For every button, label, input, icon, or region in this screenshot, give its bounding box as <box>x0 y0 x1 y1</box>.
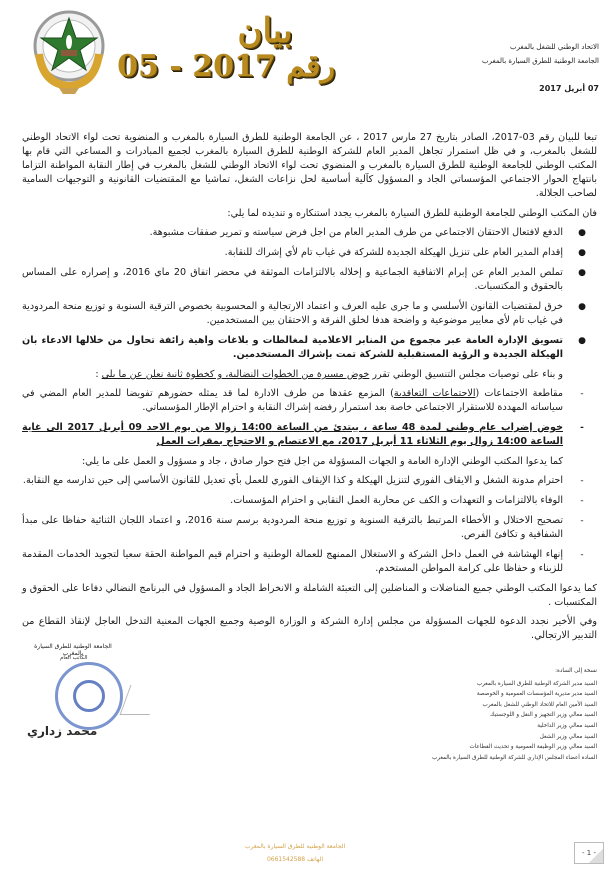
number-label: رقم <box>286 49 335 84</box>
actions-list <box>22 387 597 449</box>
number-value: 05 - 2017 <box>117 49 276 84</box>
recipient: السيد مدير الشركة الوطنية للطرق السيارة بالمغرب <box>476 680 597 687</box>
bullet-dash-icon: - <box>580 423 584 433</box>
recipient: السيد مدير مديرية المؤسسات العمومية و الخوصصة <box>476 691 597 698</box>
statement-title: بيان <box>237 11 293 51</box>
bullet-dot-icon: ● <box>578 336 586 346</box>
list-item: ● تسويق الإدارة العامة عبر مجموع من المنابر الاعلامية لمغالطات و بلاغات واهية زائفة تحاول من خلالها الادعاء بان الهيكلة الجديدة و الرؤية المستقبلية للشركة تمت بإشراك المستخدمين. <box>22 335 586 360</box>
lead-in-paragraph: فان المكتب الوطني للجامعة الوطنية للطرق السيارة بالمغرب يجدد استنكاره و تنديده لما يلي: <box>227 208 597 219</box>
bullet-dot-icon: ● <box>578 302 586 312</box>
bullet-dash-icon: - <box>580 389 584 399</box>
demands-list <box>22 474 597 576</box>
bullet-dash-icon: - <box>580 496 584 506</box>
recipient: السيد معالي وزير التجهيز و النقل و اللوجستيك <box>490 712 597 719</box>
list-item: ● الدفع لافتعال الاحتقان الاجتماعي من طرف المدير العام من اجل فرض سياسته و تمرير صفقات مشبوهة. <box>149 227 586 238</box>
list-item: - مقاطعة الاجتماعات (الاجتماعات التعاقدية) المزمع عقدها من طرف الادارة لما قد يمثله حضورهم تفويضا للمدير العام المضي في سياساته المهددة للاستقرار الاجتماعي خاصة بعد استمرار رفضه إشراك النقابة و احترام الإطار المؤسساتي. <box>22 387 597 415</box>
bullet-dot-icon: ● <box>578 268 586 278</box>
condemnations-list <box>22 226 597 362</box>
organization-header <box>482 40 599 96</box>
bullet-dash-icon: - <box>580 550 584 560</box>
mobilization-paragraph: كما يدعوا المكتب الوطني جميع المناضلات و المناضلين إلى التعبئة الشاملة و الانخراط الجاد و المسؤول في البرنامج النضالي دفاعا على الحقوق و المكتسبات . <box>22 583 597 608</box>
call-intro: كما يدعوا المكتب الوطني الإدارة العامة و الجهات المسؤولة من اجل فتح حوار صادق ، جاد و مسؤول و العمل على ما يلي: <box>81 456 563 467</box>
bullet-dash-icon: - <box>580 476 584 486</box>
intro-paragraph: تبعا للبيان رقم 03-2017، الصادر بتاريخ 27 مارس 2017 ، عن الجامعة الوطنية للطرق السيارة بالمغرب و المنضوية تحت لواء الاتحاد الوطني للشغل بالمغرب، و في ظل استمرار تجاهل المدير العام للشركة الوطنية للطرق السيارة بالمغرب لجميع المبادرات و المساعي التي قام بها المكتب الوطني للجامعة الوطنية للطرق السيارة بالمغرب و المنضوي تحت لواء الاتحاد الوطني للشغل بالمغرب في إطار النقابة المواطنة التزاما بانتهاج الحوار الاجتماعي المؤسساتي الجاد و المسؤول كآلية أساسية لحل نزاعات الشغل، تماشيا مع المقتضيات القانونية و التوجيهات السامية لصاحب الجلالة. <box>22 132 597 199</box>
closing-paragraph: وفي الأخير نجدد الدعوة للجهات المسؤولة من مجلس إدارة الشركة و الوزارة الوصية وجميع الجهات المعنية التدخل العاجل لإنقاذ القطاع من التدبير الارتجالي. <box>22 616 597 641</box>
union-name: الاتحاد الوطني للشغل بالمغرب <box>509 43 599 51</box>
signature-role: الكاتب العام <box>60 655 88 661</box>
signature-block <box>15 640 145 750</box>
list-item: - احترام مدونة الشغل و الايقاف الفوري لتنزيل الهيكلة و كذا الإيقاف الفوري للعمل بأي تعديل للقانون الأساسي إلى حين تدارسه مع النقابة. <box>22 474 597 488</box>
recipient: السيد معالي وزير الوظيفة العمومية و تحديث القطاعات <box>469 744 597 751</box>
list-item: - إنهاء الهشاشة في العمل داخل الشركة و الاستغلال الممنهج للعمالة الوطنية و احترام قيم المواطنة الحقة سعيا لتجويد الخدمات المقدمة للزبناء و حفاظا على كرامة المواطن المستخدم. <box>22 548 597 576</box>
list-item: ● تملص المدير العام عن إبرام الاتفاقية الجماعية و إخلاله بالالتزامات الموثقة في محضر اتفاق 20 ماي 2016، و إصراره على المساس بالحقوق و المكتسبات. <box>22 267 586 292</box>
copies-list <box>432 666 597 763</box>
recipient: السيد الأمين العام للاتحاد الوطني للشغل بالمغرب <box>482 701 597 708</box>
page-footer <box>240 840 350 866</box>
footer-phone: الهاتف 0661542588 <box>266 856 324 863</box>
stamp-emblem-icon <box>73 680 105 712</box>
recipient: السيد معالي وزير الداخلية <box>537 722 597 729</box>
coordination-intro: و بناء على توصيات مجلس التنسيق الوطني تقرر خوض مسيرة من الخطوات النضالية، و كخطوة ثانية نعلن عن ما يلي : <box>95 369 563 380</box>
recipient: السيد معالي وزير الشغل <box>539 733 597 740</box>
handwritten-signature-icon <box>120 685 161 715</box>
signature-org: الجامعة الوطنية للطرق السيارة بالمغرب <box>34 643 112 657</box>
bullet-dot-icon: ● <box>578 248 586 258</box>
bullet-dot-icon: ● <box>578 228 586 238</box>
page-number: - 1 - <box>574 842 604 864</box>
list-item: - الوفاء بالالتزامات و التعهدات و الكف عن محاربة العمل النقابي و احترام المؤسسات. <box>22 494 597 508</box>
list-item: - تصحيح الاختلال و الأخطاء المرتبط بالترقية السنوية و توزيع منحة المردودية برسم سنة 2016، و اعتماد اللجان الثنائية حفاظا على مبدأ الشفافية و تكافئ الفرص. <box>22 514 597 542</box>
signatory-name: محمد زداري <box>27 724 98 738</box>
document-date: 07 أبريل 2017 <box>539 84 599 93</box>
statement-body <box>22 131 597 648</box>
recipient: السادة أعضاء المجلس الإداري للشركة الوطنية للطرق السيارة بالمغرب <box>432 754 597 761</box>
copies-title: نسخة إلى السادة: <box>555 668 597 674</box>
union-logo-icon <box>33 6 105 94</box>
strike-announcement: - خوض إضراب عام وطني لمدة 48 ساعة ، يبتدئ من الساعة 14:00 زوالا من يوم الاحد 09 أبريل 2017 الى غاية الساعة 14:00 زوال يوم الثلاثاء 11 أبريل 2017، مع الاعتصام و الاحتجاج بمقرات العمل <box>22 421 597 449</box>
statement-title-block <box>117 11 335 84</box>
statement-number <box>117 49 335 84</box>
footer-org: الجامعة الوطنية للطرق السيارة بالمغرب <box>244 843 346 850</box>
list-item: ● خرق لمقتضيات القانون الأسلسي و ما جرى عليه العرف و اعتماد الارتجالية و المحسوبية بخصوص الترقية السنوية و توزيع منحة المردودية في غياب تام لأي معايير موضوعية و واضحة هدفا لخلق الفرقة و الاحتقان بين المستخدمين. <box>22 301 586 326</box>
federation-name: الجامعة الوطنية للطرق السيارة بالمغرب <box>482 57 599 65</box>
list-item: ● إقدام المدير العام على تنزيل الهيكلة الجديدة للشركة في غياب تام لأي إشراك للنقابة. <box>224 247 586 258</box>
bullet-dash-icon: - <box>580 516 584 526</box>
